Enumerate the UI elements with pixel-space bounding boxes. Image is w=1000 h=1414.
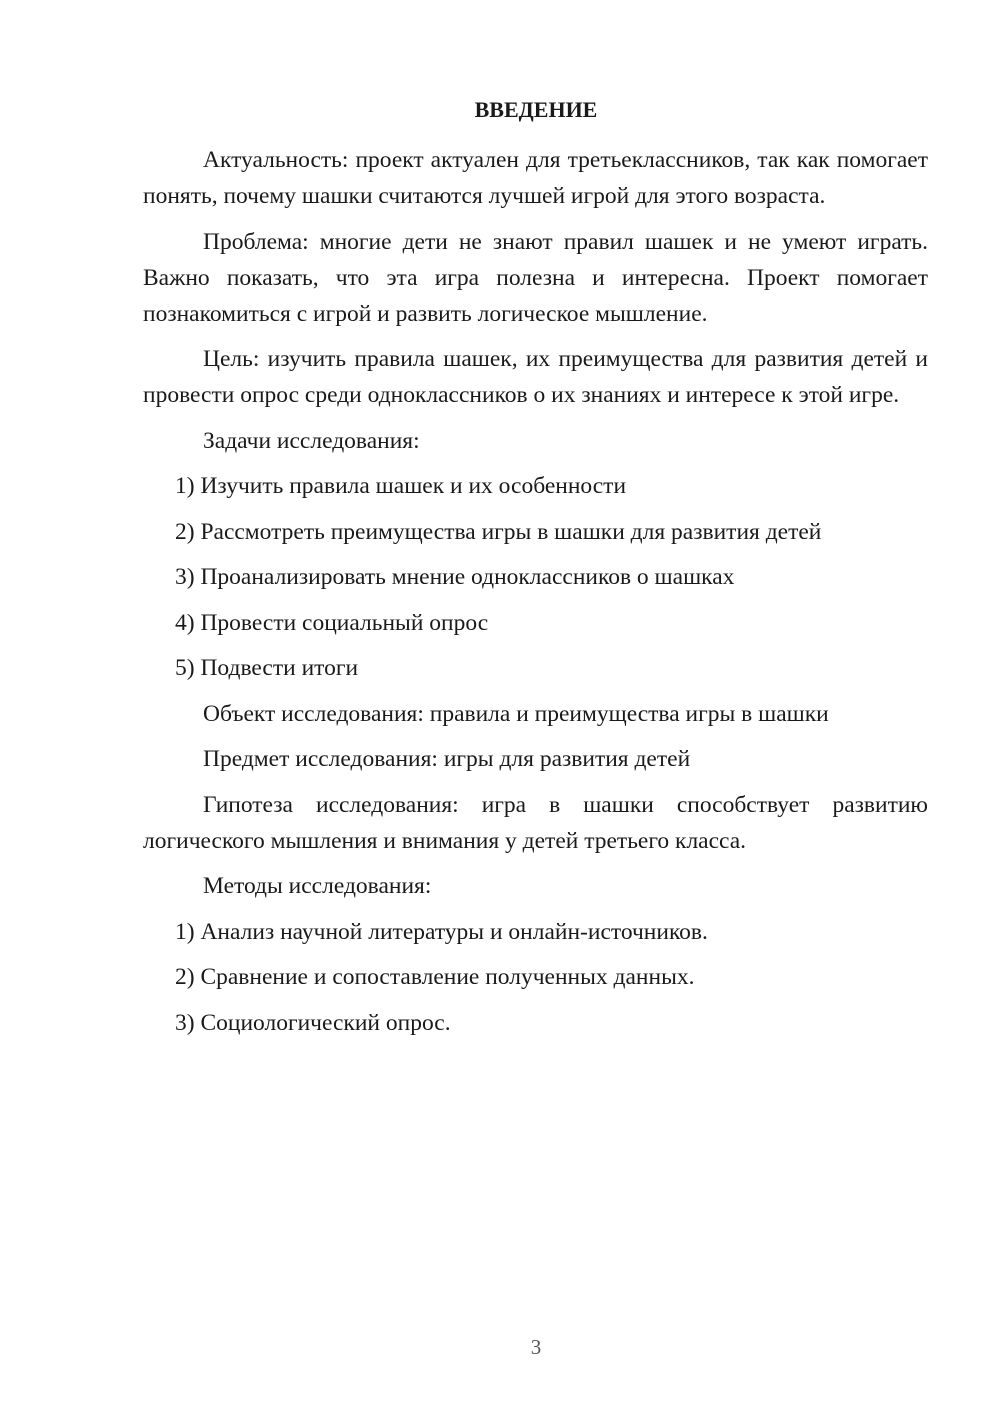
task-item: 1) Изучить правила шашек и их особенности bbox=[175, 473, 627, 499]
method-item: 1) Анализ научной литературы и онлайн-источников. bbox=[175, 918, 708, 945]
task-item: 5) Подвести итоги bbox=[175, 655, 359, 681]
tasks-heading: Задачи исследования: bbox=[203, 427, 420, 454]
object-paragraph: Объект исследования: правила и преимущества игры в шашки bbox=[203, 700, 829, 727]
goal-paragraph: Цель: изучить правила шашек, их преимущества для развития детей и провести опрос среди одноклассников о их знаниях и интересе к этой игре. bbox=[143, 346, 928, 408]
relevance-paragraph: Актуальность: проект актуален для третьеклассников, так как помогает понять, почему шашки считаются лучшей игрой для этого возраста. bbox=[143, 147, 928, 209]
method-item: 3) Социологический опрос. bbox=[175, 1009, 451, 1036]
problem-paragraph: Проблема: многие дети не знают правил шашек и не умеют играть. Важно показать, что эта игра полезна и интересна. Проект помогает познакомиться с игрой и развить логическое мышление. bbox=[143, 228, 928, 327]
section-title: ВВЕДЕНИЕ bbox=[474, 97, 598, 122]
task-item: 2) Рассмотреть преимущества игры в шашки для развития детей bbox=[175, 518, 822, 545]
document-body bbox=[143, 142, 928, 1050]
subject-paragraph: Предмет исследования: игры для развития детей bbox=[203, 746, 691, 772]
methods-heading: Методы исследования: bbox=[203, 873, 432, 899]
task-item: 3) Проанализировать мнение одноклассников о шашках bbox=[175, 564, 735, 590]
page-number: 3 bbox=[530, 1335, 542, 1359]
hypothesis-paragraph: Гипотеза исследования: игра в шашки способствует развитию логического мышления и внимания у детей третьего класса. bbox=[143, 791, 928, 854]
task-item: 4) Провести социальный опрос bbox=[175, 609, 489, 636]
method-item: 2) Сравнение и сопоставление полученных данных. bbox=[175, 964, 695, 990]
